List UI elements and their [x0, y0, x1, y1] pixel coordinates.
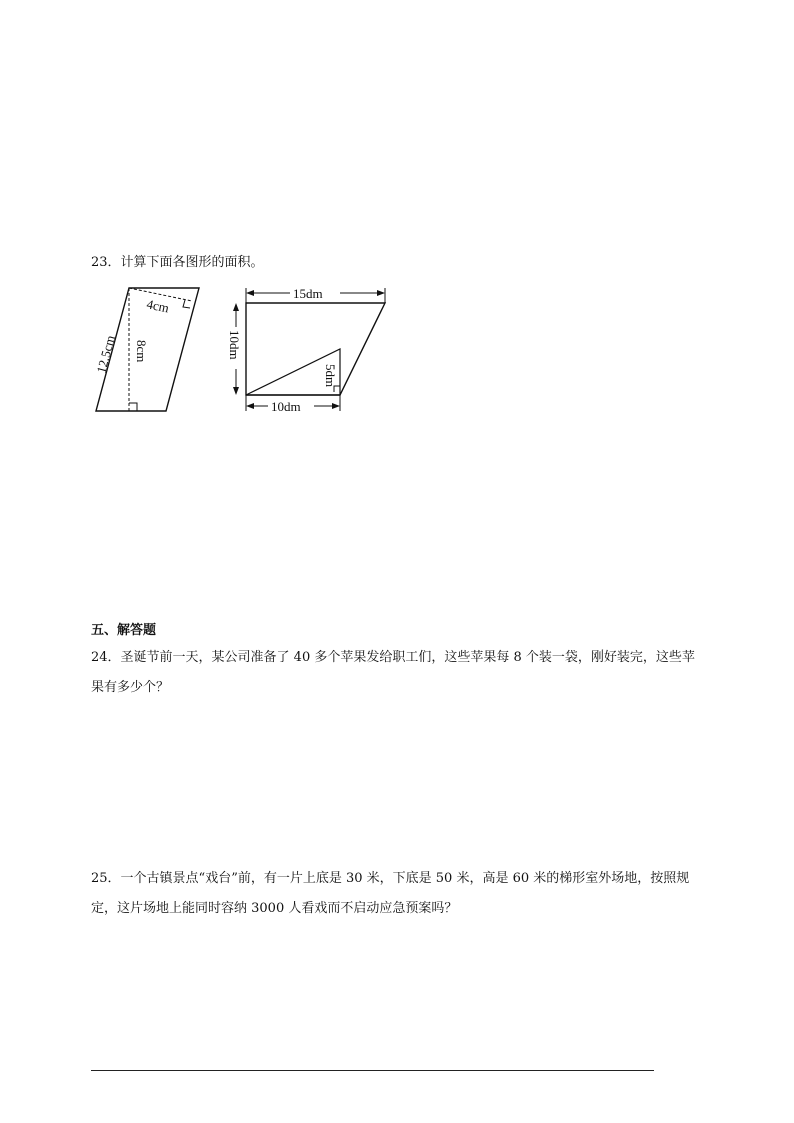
- trapezoid-shape: [246, 303, 385, 395]
- trapezoid-figure: [226, 282, 396, 416]
- label-4cm: 4cm: [145, 296, 171, 316]
- label-10dm-left: 10dm: [227, 330, 242, 360]
- arrowhead: [377, 290, 385, 296]
- label-10dm-bottom: 10dm: [271, 399, 301, 414]
- section-title: 五、解答题: [91, 623, 157, 638]
- footer-rule: [91, 1070, 654, 1071]
- question-23-text: 23．计算下面各图形的面积。: [91, 255, 264, 270]
- question-24-text: 24．圣诞节前一天，某公司准备了 40 多个苹果发给职工们，这些苹果每 8 个装一袋，刚好装完，这些苹果有多少个？: [91, 650, 695, 695]
- arrowhead: [332, 403, 340, 409]
- label-12-5cm: 12.5cm: [93, 333, 118, 375]
- arrowhead: [246, 290, 254, 296]
- arrowhead: [233, 387, 239, 395]
- parallelogram-figure: [86, 282, 206, 414]
- label-8cm: 8cm: [134, 340, 149, 363]
- right-angle-mark-top: [183, 300, 190, 308]
- arrowhead: [246, 403, 254, 409]
- label-5dm: 5dm: [323, 364, 338, 388]
- label-15dm: 15dm: [293, 286, 323, 301]
- arrowhead: [233, 303, 239, 311]
- question-25-text: 25．一个古镇景点“戏台”前，有一片上底是 30 米，下底是 50 米，高是 60 米的梯形室外场地，按照规定，这片场地上能同时容纳 3000 人看戏而不启动应急预案吗？: [91, 871, 690, 916]
- right-angle-mark-bottom: [129, 403, 137, 411]
